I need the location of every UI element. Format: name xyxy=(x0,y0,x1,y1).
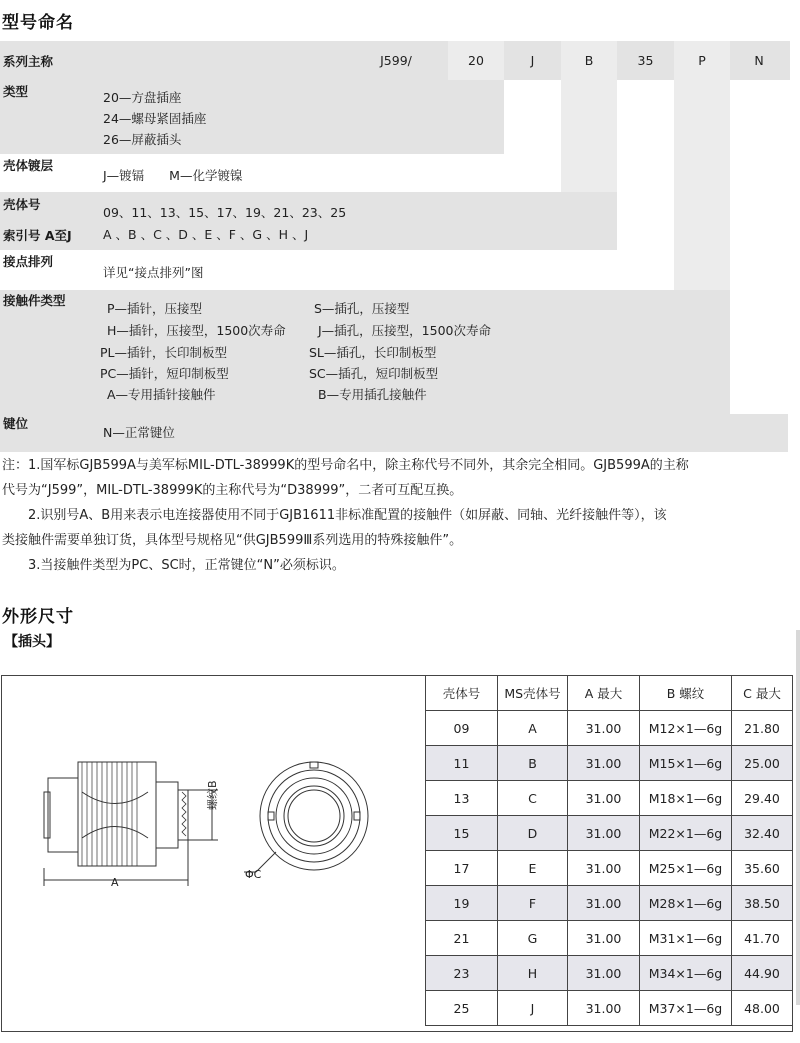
cell-ms: F xyxy=(498,886,568,921)
table-row xyxy=(426,711,793,746)
key-label: 键位 xyxy=(3,416,29,431)
cell-shell: 19 xyxy=(426,886,498,921)
cell-shell: 15 xyxy=(426,816,498,851)
type-band xyxy=(0,80,504,154)
contact-label: 接触件类型 xyxy=(3,293,66,308)
code-key: N xyxy=(754,53,764,68)
table-row xyxy=(426,781,793,816)
cell-ms: B xyxy=(498,746,568,781)
cell-b: M25×1—6g xyxy=(640,851,732,886)
cell-ms: C xyxy=(498,781,568,816)
cell-ms: E xyxy=(498,851,568,886)
cell-ms: G xyxy=(498,921,568,956)
cell-b: M37×1—6g xyxy=(640,991,732,1026)
dim-b-label: 螺纹B xyxy=(206,780,219,810)
contact-right-1: S—插孔，压接型 xyxy=(314,301,410,316)
type-label: 类型 xyxy=(3,84,29,99)
arrangement-line: 详见“接点排列”图 xyxy=(103,265,204,280)
arrangement-label: 接点排列 xyxy=(3,254,54,269)
cell-a: 31.00 xyxy=(568,991,640,1026)
table-row xyxy=(426,991,793,1026)
cell-shell: 17 xyxy=(426,851,498,886)
note-line-5: 3.当接触件类型为PC、SC时，正常键位“N”必须标识。 xyxy=(2,558,345,573)
plug-subtitle: 【插头】 xyxy=(4,634,60,650)
cell-b: M22×1—6g xyxy=(640,816,732,851)
cell-b: M34×1—6g xyxy=(640,956,732,991)
cell-a: 31.00 xyxy=(568,886,640,921)
note-line-2: 代号为“J599”，MIL-DTL-38999K的主称代号为“D38999”，二者可互配互换。 xyxy=(2,483,463,498)
contact-left-2: H—插针，压接型，1500次寿命 xyxy=(103,323,286,338)
cell-ms: D xyxy=(498,816,568,851)
index-label: 索引号 A至J xyxy=(3,228,72,243)
note-line-3: 2.识别号A、B用来表示电连接器使用不同于GJB1611非标准配置的接触件（如屏蔽、同轴、光纤接触件等），该 xyxy=(2,508,667,523)
table-row xyxy=(426,746,793,781)
scrollbar[interactable] xyxy=(796,630,800,1005)
cell-shell: 21 xyxy=(426,921,498,956)
contact-left-3: PL—插针，长印制板型 xyxy=(100,345,228,360)
col-header-b-thread: B 螺纹 xyxy=(640,676,732,711)
type-line-1: 20—方盘插座 xyxy=(103,90,182,105)
contact-right-5: B—专用插孔接触件 xyxy=(318,387,427,402)
cell-ms: H xyxy=(498,956,568,991)
table-row xyxy=(426,816,793,851)
cell-c: 21.80 xyxy=(732,711,793,746)
cell-b: M28×1—6g xyxy=(640,886,732,921)
cell-a: 31.00 xyxy=(568,851,640,886)
page-title: 型号命名 xyxy=(2,13,74,33)
table-row xyxy=(426,886,793,921)
cell-shell: 13 xyxy=(426,781,498,816)
cell-a: 31.00 xyxy=(568,746,640,781)
contact-left-4: PC—插针，短印制板型 xyxy=(100,366,229,381)
cell-ms: J xyxy=(498,991,568,1026)
shell-band xyxy=(0,192,617,250)
code-type: 20 xyxy=(468,53,484,68)
cell-c: 38.50 xyxy=(732,886,793,921)
shell-line: 09、11、13、15、17、19、21、23、25 xyxy=(103,205,347,220)
cell-b: M15×1—6g xyxy=(640,746,732,781)
cell-a: 31.00 xyxy=(568,921,640,956)
cell-shell: 25 xyxy=(426,991,498,1026)
table-row xyxy=(426,921,793,956)
code-contact: P xyxy=(698,53,706,68)
type-line-3: 26—屏蔽插头 xyxy=(103,132,182,147)
cell-c: 32.40 xyxy=(732,816,793,851)
cell-shell: 23 xyxy=(426,956,498,991)
dims-title: 外形尺寸 xyxy=(2,607,74,627)
col-header-c-max: C 最大 xyxy=(732,676,793,711)
series-label: 系列主称 xyxy=(3,54,54,69)
key-line: N—正常键位 xyxy=(103,425,175,440)
note-line-4: 类接触件需要单独订货，具体型号规格见“供GJB599Ⅲ系列选用的特殊接触件”。 xyxy=(2,533,463,548)
shell-label: 壳体号 xyxy=(3,197,41,212)
notes-block xyxy=(2,453,797,578)
col-header-shell: 壳体号 xyxy=(426,676,498,711)
cell-a: 31.00 xyxy=(568,711,640,746)
table-row xyxy=(426,956,793,991)
col-header-ms-shell: MS壳体号 xyxy=(498,676,568,711)
cell-a: 31.00 xyxy=(568,956,640,991)
contact-left-5: A—专用插针接触件 xyxy=(103,387,216,402)
contact-right-2: J—插孔，压接型，1500次寿命 xyxy=(314,323,491,338)
cell-b: M18×1—6g xyxy=(640,781,732,816)
contact-left-1: P—插针，压接型 xyxy=(103,301,203,316)
cell-c: 48.00 xyxy=(732,991,793,1026)
table-row xyxy=(426,851,793,886)
code-series: J599/ xyxy=(380,53,412,68)
note-line-1: 注：1.国军标GJB599A与美军标MIL-DTL-38999K的型号命名中，除主称代号不同外，其余完全相同。GJB599A的主称 xyxy=(2,458,689,473)
cell-c: 41.70 xyxy=(732,921,793,956)
index-line: A 、B 、C 、D 、E 、F 、G 、H 、J xyxy=(103,227,309,242)
dim-a-label: A xyxy=(111,876,119,889)
cell-c: 44.90 xyxy=(732,956,793,991)
dim-c-label: ΦC xyxy=(245,868,262,881)
cell-shell: 09 xyxy=(426,711,498,746)
code-shell: B xyxy=(584,53,594,68)
plating-label: 壳体镀层 xyxy=(3,158,54,173)
cell-c: 25.00 xyxy=(732,746,793,781)
col-header-a-max: A 最大 xyxy=(568,676,640,711)
cell-shell: 11 xyxy=(426,746,498,781)
plating-line: J—镀镉 M—化学镀镍 xyxy=(103,168,243,183)
cell-c: 35.60 xyxy=(732,851,793,886)
cell-a: 31.00 xyxy=(568,781,640,816)
contact-right-3: SL—插孔，长印制板型 xyxy=(309,345,437,360)
cell-c: 29.40 xyxy=(732,781,793,816)
code-plating: J xyxy=(530,53,535,68)
type-line-2: 24—螺母紧固插座 xyxy=(103,111,207,126)
dims-table xyxy=(425,675,793,1026)
cell-b: M12×1—6g xyxy=(640,711,732,746)
cell-a: 31.00 xyxy=(568,816,640,851)
code-arrangement: 35 xyxy=(637,53,654,68)
cell-b: M31×1—6g xyxy=(640,921,732,956)
contact-right-4: SC—插孔，短印制板型 xyxy=(309,366,439,381)
cell-ms: A xyxy=(498,711,568,746)
